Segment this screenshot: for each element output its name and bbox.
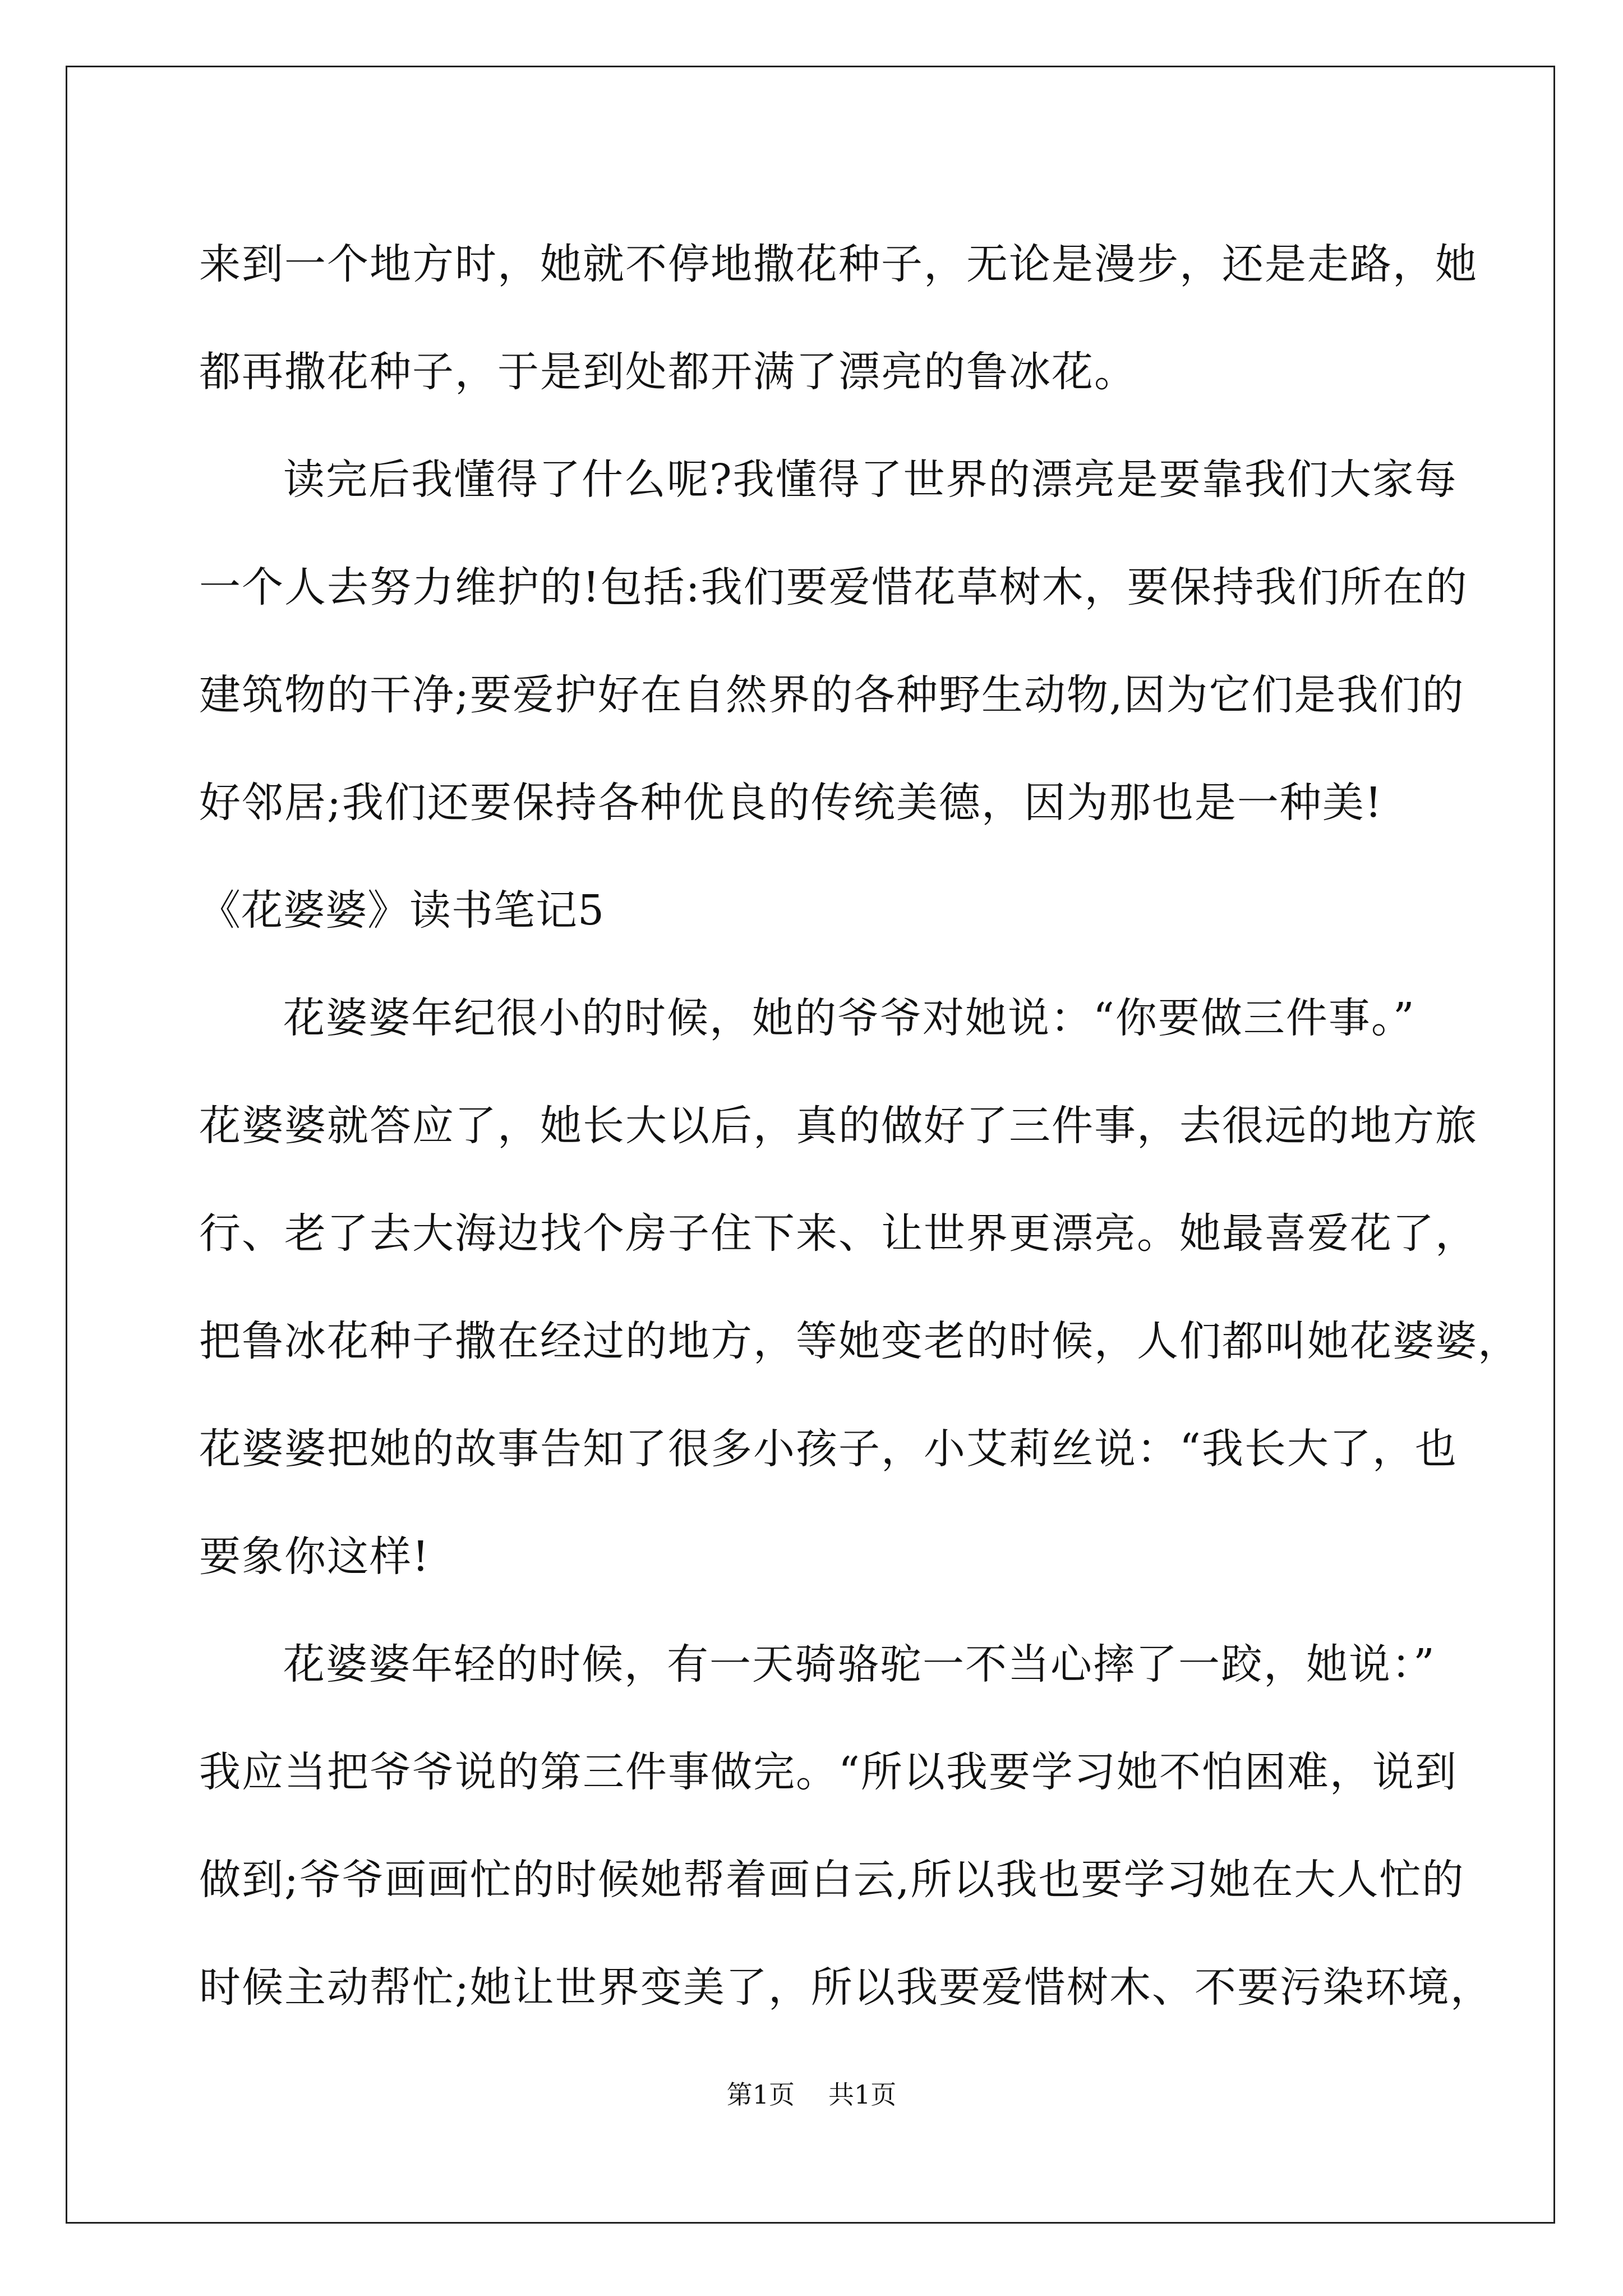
text-line: 花婆婆把她的故事告知了很多小孩子，小艾莉丝说：“我长大了，也 — [199, 1425, 1458, 1473]
text-line: 行、老了去大海边找个房子住下来、让世界更漂亮。她最喜爱花了， — [199, 1209, 1478, 1258]
text-line: 都再撒花种子，于是到处都开满了漂亮的鲁冰花。 — [199, 348, 1137, 396]
text-line: 把鲁冰花种子撒在经过的地方，等她变老的时候，人们都叫她花婆婆， — [199, 1317, 1520, 1365]
paragraph-start: 花婆婆年轻的时候，有一天骑骆驼一不当心摔了一跤，她说：” — [283, 1640, 1436, 1688]
text-line: 要象你这样! — [199, 1533, 430, 1581]
page-number: 第1页 — [726, 2079, 795, 2110]
text-line: 做到;爷爷画画忙的时候她帮着画白云,所以我也要学习她在大人忙的 — [199, 1856, 1465, 1904]
paragraph-start: 读完后我懂得了什么呢?我懂得了世界的漂亮是要靠我们大家每 — [283, 455, 1458, 504]
section-heading: 《花婆婆》读书笔记5 — [199, 886, 605, 935]
text-line: 花婆婆就答应了，她长大以后，真的做好了三件事，去很远的地方旅 — [199, 1102, 1478, 1150]
text-line: 建筑物的干净;要爱护好在自然界的各种野生动物,因为它们是我们的 — [199, 671, 1465, 719]
text-line: 时候主动帮忙;她让世界变美了，所以我要爱惜树木、不要污染环境， — [199, 1963, 1493, 2012]
text-line: 我应当把爷爷说的第三件事做完。“所以我要学习她不怕困难，说到 — [199, 1748, 1458, 1796]
text-line: 来到一个地方时，她就不停地撒花种子，无论是漫步，还是走路，她 — [199, 240, 1478, 288]
document-body — [199, 210, 1520, 2041]
paragraph-start: 花婆婆年纪很小的时候，她的爷爷对她说：“你要做三件事。” — [283, 994, 1415, 1042]
text-line: 一个人去努力维护的!包括:我们要爱惜花草树木，要保持我们所在的 — [199, 563, 1468, 611]
page-footer — [0, 2078, 1623, 2111]
text-line: 好邻居;我们还要保持各种优良的传统美德，因为那也是一种美! — [199, 779, 1383, 827]
page-total: 共1页 — [828, 2079, 897, 2110]
